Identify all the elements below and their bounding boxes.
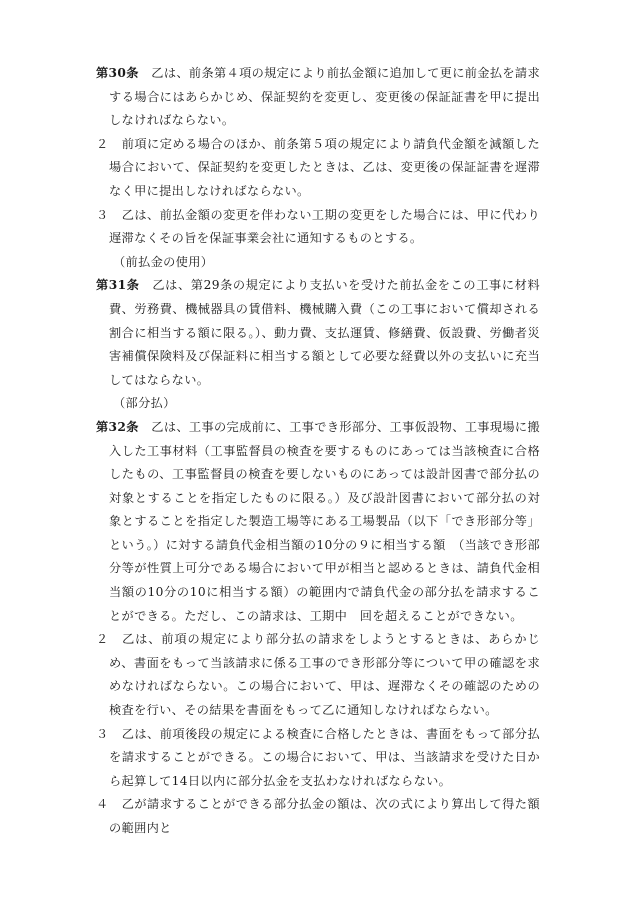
article-30-text-3: 乙は、前払金額の変更を伴わない工期の変更をした場合には、甲に代わり遅滞なくその旨を保証事業会社に通知するものとする。 — [109, 207, 540, 246]
article-31-text: 乙は、第29条の規定により支払いを受けた前払金をこの工事に材料費、労務費、機械器具の賃借料、機械購入費（この工事において償却される割合に相当する額に限る。）、動力費、支払運賃、修繕費、仮設費、労働者災害補償保険料及び保証料に相当する額として必要な経費以外の支払いに充当してはならない。 — [109, 278, 540, 387]
article-30-number: 第30条 — [96, 66, 139, 80]
article-31-heading: （前払金の使用） — [113, 254, 214, 269]
article-30-para-number-2: ２ — [96, 136, 109, 151]
article-32-paragraph-4 — [96, 793, 540, 840]
article-30-text-1: 乙は、前条第４項の規定により前払金額に追加して更に前金払を請求する場合にはあらかじめ、保証契約を変更し、変更後の保証証書を甲に提出しなければならない。 — [109, 66, 540, 128]
article-30-text-2: 前項に定める場合のほか、前条第５項の規定により請負代金額を減額した場合において、保証契約を変更したときは、乙は、変更後の保証証書を遅滞なく甲に提出しなければならない。 — [109, 136, 540, 198]
article-32-text-1: 乙は、工事の完成前に、工事でき形部分、工事仮設物、工事現場に搬入した工事材料（工事監督員の検査を要するものにあっては当該検査に合格したもの、工事監督員の検査を要しないものにあっては設計図書で部分払の対象とすることを指定したものに限る。）及び設計図書において部分払の対象とすることを指定した製造工場等にある工場製品（以下「でき形部分等」という。）に対する請負代金相当額の10分の９に相当する額 （当該でき形部分等が性質上可分である場合において甲が相当と認めるときは、請負代金相当額の10分の10に相当する額）の範囲内で請負代金の部分払を請求することができる。ただし、この請求は、工期中 回を超えることができない。 — [109, 419, 540, 623]
article-32-heading: （部分払） — [113, 396, 176, 411]
article-31-number: 第31条 — [96, 278, 140, 293]
article-32-number: 第32条 — [96, 419, 139, 434]
article-32-text-4: 乙が請求することができる部分払金の額は、次の式により算出して得た額の範囲内と — [109, 797, 540, 835]
article-32-para-number-3: ３ — [96, 726, 109, 741]
document-body — [96, 62, 540, 841]
article-32-para-number-2: ２ — [96, 632, 109, 647]
article-31-paragraph-1 — [96, 274, 540, 392]
article-30-para-number-3: ３ — [96, 207, 109, 222]
article-32-paragraph-3 — [96, 723, 540, 794]
article-32-text-3: 乙は、前項後段の規定による検査に合格したときは、書面をもって部分払を請求することができる。この場合において、甲は、当該請求を受けた日から起算して14日以内に部分払金を支払わなければならない。 — [109, 726, 540, 788]
article-32-text-2: 乙は、前項の規定により部分払の請求をしようとするときは、あらかじめ、書面をもって当該請求に係る工事のでき形部分等について甲の確認を求めなければならない。この場合において、甲は、遅滞なくその確認のための検査を行い、その結果を書面をもって乙に通知しなければならない。 — [109, 632, 540, 718]
article-32-paragraph-2 — [96, 628, 540, 722]
article-30-paragraph-1 — [96, 62, 540, 133]
article-32-paragraph-1 — [96, 416, 540, 628]
article-30-paragraph-2 — [96, 133, 540, 204]
article-32-para-number-4: ４ — [96, 797, 109, 812]
article-30-paragraph-3 — [96, 204, 540, 251]
